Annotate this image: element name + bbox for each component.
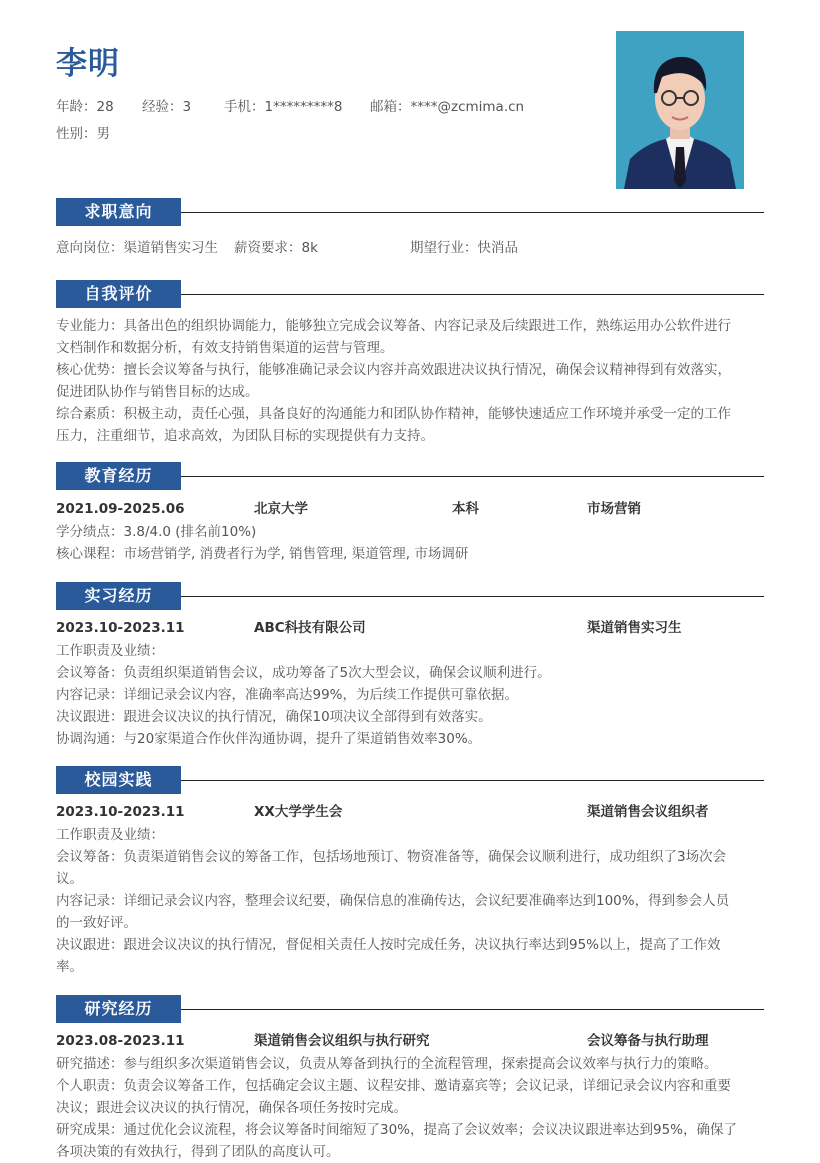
- text-line: 综合素质：积极主动，责任心强，具备良好的沟通能力和团队协作精神，能够快速适应工作环境并承受一定的工作: [56, 406, 731, 422]
- company-name: ABC科技有限公司: [254, 620, 366, 636]
- section-education: [56, 462, 764, 565]
- email-field: 邮箱：****@zcmima.cn: [370, 99, 525, 115]
- text-line: 会议筹备：负责组织渠道销售会议，成功筹备了5次大型会议，确保会议顺利进行。: [56, 665, 551, 681]
- internship-period: 2023.10-2023.11: [56, 620, 185, 636]
- text-line: 个人职责：负责会议筹备工作，包括确定会议主题、议程安排、邀请嘉宾等；会议记录，详细记录会议内容和重要: [56, 1078, 731, 1094]
- text-line: 压力，注重细节，追求高效，为团队目标的实现提供有力支持。: [56, 428, 434, 444]
- text-line: 工作职责及业绩：: [56, 643, 164, 659]
- contact-info-row: [56, 95, 524, 115]
- campus-role: 渠道销售会议组织者: [587, 804, 709, 820]
- text-line: 核心优势：擅长会议筹备与执行，能够准确记录会议内容并高效跟进决议执行情况，确保会议精神得到有效落实，: [56, 362, 731, 378]
- section-title: 自我评价: [56, 280, 181, 308]
- gender-field: 性别：男: [56, 126, 110, 142]
- text-line: 议。: [56, 871, 83, 887]
- text-line: 的一致好评。: [56, 915, 137, 931]
- major: 市场营销: [587, 501, 641, 517]
- text-line: 决议跟进：跟进会议决议的执行情况，确保10项决议全部得到有效落实。: [56, 709, 492, 725]
- education-entry-header: [56, 497, 764, 521]
- age-field: 年龄：28: [56, 99, 114, 115]
- degree: 本科: [452, 501, 479, 517]
- section-divider: [181, 212, 764, 213]
- text-line: 协调沟通：与20家渠道合作伙伴沟通协调，提升了渠道销售效率30%。: [56, 731, 482, 747]
- text-line: 会议筹备：负责渠道销售会议的筹备工作，包括场地预订、物资准备等，确保会议顺利进行，成功组织了3场次会: [56, 849, 727, 865]
- section-title: 校园实践: [56, 766, 181, 794]
- text-line: 内容记录：详细记录会议内容，整理会议纪要，确保信息的准确传达，会议纪要准确率达到100%，得到参会人员: [56, 893, 730, 909]
- section-campus-practice: [56, 766, 764, 978]
- profile-photo: [616, 31, 744, 189]
- person-portrait-icon: [616, 31, 744, 189]
- section-title: 实习经历: [56, 582, 181, 610]
- text-line: 研究成果：通过优化会议流程，将会议筹备时间缩短了30%，提高了会议效率；会议决议跟进率达到95%，确保了: [56, 1122, 738, 1138]
- experience-field: 经验：3: [142, 99, 192, 115]
- section-research: [56, 995, 764, 1163]
- section-internship: [56, 582, 764, 750]
- text-line: 各项决策的有效执行，得到了团队的高度认可。: [56, 1144, 340, 1160]
- text-line: 研究描述：参与组织多次渠道销售会议，负责从筹备到执行的全流程管理，探索提高会议效率与执行力的策略。: [56, 1056, 718, 1072]
- text-line: 工作职责及业绩：: [56, 827, 164, 843]
- text-line: 专业能力：具备出色的组织协调能力，能够独立完成会议筹备、内容记录及后续跟进工作，熟练运用办公软件进行: [56, 318, 731, 334]
- section-title: 研究经历: [56, 995, 181, 1023]
- organization-name: XX大学学生会: [254, 804, 343, 820]
- internship-entry-header: [56, 616, 764, 640]
- section-self-evaluation: [56, 280, 764, 447]
- education-period: 2021.09-2025.06: [56, 501, 185, 517]
- phone-field: 手机：1*********8: [224, 99, 343, 115]
- gender-row: [56, 122, 110, 142]
- section-title: 求职意向: [56, 198, 181, 226]
- section-title: 教育经历: [56, 462, 181, 490]
- internship-role: 渠道销售实习生: [587, 620, 682, 636]
- text-line: 促进团队协作与销售目标的达成。: [56, 384, 259, 400]
- section-divider: [181, 294, 764, 295]
- section-divider: [181, 596, 764, 597]
- section-job-intent: [56, 198, 764, 259]
- research-role: 会议筹备与执行助理: [587, 1033, 709, 1049]
- expected-industry: 期望行业：快消品: [410, 240, 518, 256]
- salary-requirement: 薪资要求：8k: [234, 240, 318, 256]
- campus-period: 2023.10-2023.11: [56, 804, 185, 820]
- text-line: 决议跟进：跟进会议决议的执行情况，督促相关责任人按时完成任务，决议执行率达到95%以上，提高了工作效: [56, 937, 721, 953]
- text-line: 率。: [56, 959, 83, 975]
- research-period: 2023.08-2023.11: [56, 1033, 185, 1049]
- project-name: 渠道销售会议组织与执行研究: [254, 1033, 430, 1049]
- candidate-name: 李明: [56, 46, 120, 82]
- section-divider: [181, 1009, 764, 1010]
- gpa-line: 学分绩点：3.8/4.0 (排名前10%): [56, 524, 257, 540]
- text-line: 文档制作和数据分析，有效支持销售渠道的运营与管理。: [56, 340, 394, 356]
- campus-entry-header: [56, 800, 764, 824]
- courses-line: 核心课程：市场营销学, 消费者行为学, 销售管理, 渠道管理, 市场调研: [56, 546, 469, 562]
- text-line: 内容记录：详细记录会议内容，准确率高达99%，为后续工作提供可靠依据。: [56, 687, 519, 703]
- intended-position: 意向岗位：渠道销售实习生: [56, 240, 218, 256]
- research-entry-header: [56, 1029, 764, 1053]
- text-line: 决议；跟进会议决议的执行情况，确保各项任务按时完成。: [56, 1100, 407, 1116]
- school-name: 北京大学: [254, 501, 308, 517]
- section-divider: [181, 476, 764, 477]
- section-divider: [181, 780, 764, 781]
